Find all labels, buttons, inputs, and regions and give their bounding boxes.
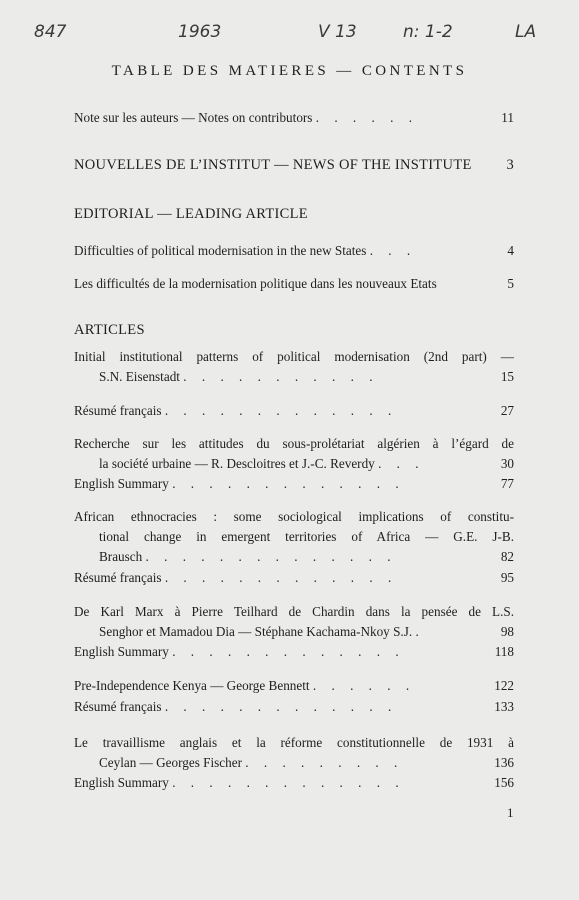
handwritten-note: 1963 <box>178 22 222 42</box>
handwritten-note: 847 <box>34 22 67 42</box>
toc-entry: Difficulties of political modernisation in the new States . . . 4 <box>74 241 514 261</box>
toc-entry: Résumé français . . . . . . . . . . . . . 133 <box>74 697 514 717</box>
toc-entry-title: Résumé français <box>74 403 162 418</box>
toc-entry: English Summary . . . . . . . . . . . . . 77 <box>74 474 514 494</box>
toc-entry: Pre-Independence Kenya — George Bennett . . . . . . 122 <box>74 676 514 696</box>
toc-entry-title: Le travaillisme anglais et la réforme constitutionnelle de 1931 à <box>74 735 514 750</box>
page-title: TABLE DES MATIERES — CONTENTS <box>111 63 468 79</box>
toc-entry-author: Ceylan — Georges Fischer <box>99 755 242 770</box>
toc-entry-title: English Summary <box>74 476 169 491</box>
toc-entry: Le travaillisme anglais et la réforme constitutionnelle de 1931 à Ceylan — Georges Fischer . . . . . . . . . 136 <box>74 733 514 773</box>
toc-entry-title: Initial institutional patterns of political modernisation (2nd part) — <box>74 349 514 364</box>
toc-page-number: 77 <box>500 476 514 491</box>
toc-entry-title: Résumé français <box>74 570 162 585</box>
toc-entry-title: Résumé français <box>74 699 162 714</box>
toc-page-number: 95 <box>500 570 514 585</box>
toc-entry-title: tional change in emergent territories of Africa — G.E. J-B. <box>99 529 514 544</box>
toc-entry <box>74 155 514 175</box>
toc-page-number: 3 <box>506 157 514 173</box>
toc-page-number: 82 <box>500 549 514 564</box>
toc-entry-title: English Summary <box>74 775 169 790</box>
toc-entry-author: Brausch <box>99 549 143 564</box>
toc-entry-title: Difficulties of political modernisation in the new States <box>74 243 367 258</box>
toc-page-number: 15 <box>500 369 514 384</box>
toc-entry-title: Les difficultés de la modernisation politique dans les nouveaux Etats <box>74 276 437 291</box>
toc-entry-title: African ethnocracies : some sociological implications of constitu- <box>74 509 514 524</box>
toc-entry-author: S.N. Eisenstadt <box>99 369 180 384</box>
toc-entry: Résumé français . . . . . . . . . . . . . 95 <box>74 568 514 588</box>
toc-entry-title: Pre-Independence Kenya — George Bennett <box>74 678 310 693</box>
handwritten-note: n: 1-2 <box>403 22 453 42</box>
toc-page-number: 5 <box>507 276 514 291</box>
toc-entry: African ethnocracies : some sociological implications of constitu- tional change in emergent territories of Africa — G.E. J-B. Brausch . . . . . . . . . . . . . . 82 <box>74 507 514 567</box>
toc-page-number: 11 <box>501 110 514 125</box>
toc-page-number: 30 <box>500 456 514 471</box>
toc-page-number: 133 <box>494 699 514 714</box>
handwritten-note: LA <box>515 22 537 42</box>
page-number: 1 <box>507 805 514 820</box>
toc-page-number: 98 <box>500 624 514 639</box>
toc-entry: Résumé français . . . . . . . . . . . . . 27 <box>74 401 514 421</box>
handwritten-note: V 13 <box>318 22 357 42</box>
section-heading: ARTICLES <box>74 322 145 338</box>
toc-entry: English Summary . . . . . . . . . . . . . 156 <box>74 773 514 793</box>
section-heading: EDITORIAL — LEADING ARTICLE <box>74 206 308 222</box>
toc-entry-title: NOUVELLES DE L’INSTITUT — NEWS OF THE INSTITUTE <box>74 157 472 173</box>
toc-page-number: 136 <box>494 755 514 770</box>
toc-page-number: 118 <box>494 644 514 659</box>
toc-entry: English Summary . . . . . . . . . . . . . 118 <box>74 642 514 662</box>
toc-entry: Recherche sur les attitudes du sous-prolétariat algérien à l’égard de la société urbaine — R. Descloitres et J.-C. Reverdy . . . 30 <box>74 434 514 474</box>
toc-entry-title: English Summary <box>74 644 169 659</box>
toc-entry-title: De Karl Marx à Pierre Teilhard de Chardin dans la pensée de L.S. <box>74 604 514 619</box>
toc-page-number: 4 <box>507 243 514 258</box>
toc-entry-author: Senghor et Mamadou Dia — Stéphane Kachama-Nkoy S.J. <box>99 624 413 639</box>
toc-entry: De Karl Marx à Pierre Teilhard de Chardin dans la pensée de L.S. Senghor et Mamadou Dia — Stéphane Kachama-Nkoy S.J. . 98 <box>74 602 514 642</box>
toc-entry <box>74 274 514 294</box>
toc-page-number: 156 <box>494 775 514 790</box>
toc-page-number: 122 <box>494 678 514 693</box>
toc-entry-title: Recherche sur les attitudes du sous-prolétariat algérien à l’égard de <box>74 436 514 451</box>
toc-entry-author: la société urbaine — R. Descloitres et J.-C. Reverdy <box>99 456 375 471</box>
toc-page-number: 27 <box>500 403 514 418</box>
toc-entry: Initial institutional patterns of political modernisation (2nd part) — S.N. Eisenstadt . . . . . . . . . . . 15 <box>74 347 514 387</box>
toc-entry-title: Note sur les auteurs — Notes on contributors <box>74 110 313 125</box>
toc-entry: Note sur les auteurs — Notes on contributors . . . . . . 11 <box>74 108 514 128</box>
